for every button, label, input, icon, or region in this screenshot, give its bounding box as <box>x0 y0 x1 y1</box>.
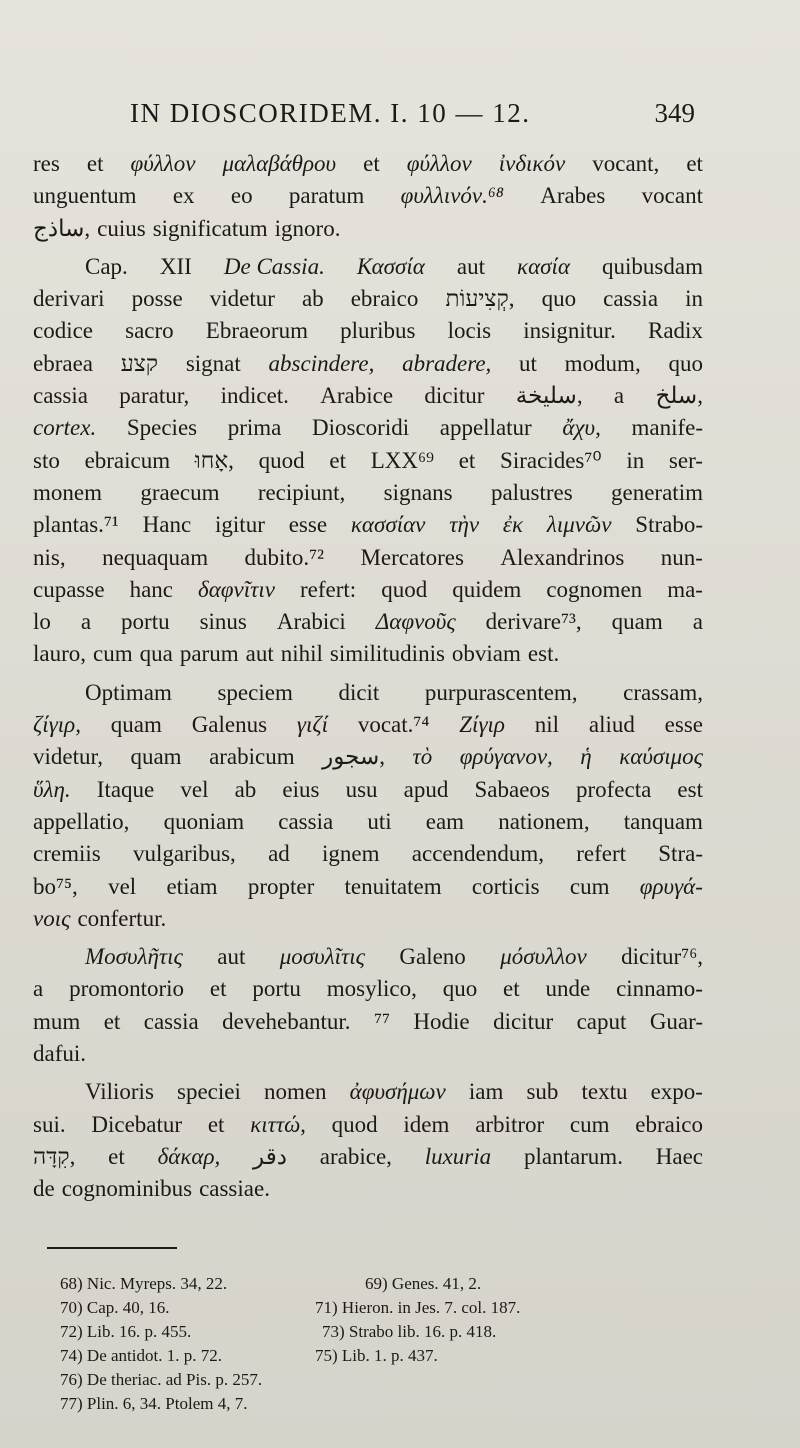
word: purpurascentem, <box>424 679 578 705</box>
footnotes <box>60 1272 660 1416</box>
footnote: 71) Hieron. in Jes. 7. col. 187. <box>315 1298 521 1317</box>
word: Sabaeos <box>474 776 550 802</box>
text-line <box>33 574 703 606</box>
word: ignoro. <box>274 215 341 241</box>
word: paratur, <box>119 383 190 409</box>
footnote: 70) Cap. 40, 16. <box>60 1298 170 1317</box>
word: abscindere, <box>268 350 375 376</box>
word: quod <box>258 447 305 473</box>
footnote: 77) Plin. 6, 34. Ptolem 4, 7. <box>60 1394 248 1413</box>
word: signat <box>185 350 241 376</box>
word: sacro <box>125 318 174 344</box>
word: quo <box>541 286 577 312</box>
word: cum <box>569 873 610 899</box>
word: dubito.⁷² <box>244 544 324 570</box>
word: res <box>33 151 60 176</box>
text-line <box>33 806 703 838</box>
word: Dioscoridi <box>312 415 410 441</box>
text-line <box>33 677 703 709</box>
word: ad <box>268 841 290 867</box>
word: vulgaribus, <box>132 841 236 867</box>
word: Μοσυλῆτις <box>85 944 183 970</box>
text-line <box>33 509 703 541</box>
footnote: 75) Lib. 1. p. 437. <box>315 1346 438 1365</box>
word: cinnamo- <box>616 976 703 1002</box>
word: aut <box>456 253 485 279</box>
word: confertur. <box>77 905 167 931</box>
word: aut <box>245 641 274 667</box>
word: insignitur. <box>523 318 616 344</box>
word: indicet. <box>220 383 289 409</box>
word: refert: <box>300 576 357 602</box>
paragraph <box>33 677 703 935</box>
main-text <box>33 148 703 1206</box>
text-line <box>33 380 703 412</box>
word: paratum <box>288 183 365 209</box>
text-line <box>33 1109 703 1141</box>
word: Κασσία <box>356 253 425 279</box>
word: significatum <box>152 215 268 241</box>
footnote: 68) Nic. Myreps. 34, 22. <box>60 1274 228 1293</box>
word: γιζί <box>296 712 329 738</box>
word: eius <box>282 776 320 802</box>
word: De Cassia. <box>223 253 325 279</box>
text-line <box>33 741 703 773</box>
word: derivare⁷³, <box>485 609 582 635</box>
word: dicitur <box>424 383 485 409</box>
word: vocant <box>641 183 703 209</box>
word: سليخة, <box>515 383 583 409</box>
word: dicitur⁷⁶, <box>621 944 703 970</box>
word: Arabice <box>320 383 394 409</box>
word: recipiunt, <box>257 479 346 505</box>
word: ebraicum <box>84 447 171 473</box>
word: Optimam <box>85 679 172 705</box>
word: appellatio, <box>33 808 130 834</box>
word: refert <box>576 841 627 867</box>
word: posse <box>131 286 183 312</box>
word: et <box>207 1111 225 1137</box>
word: nil <box>534 712 560 738</box>
word: in <box>685 286 703 312</box>
word: cum <box>93 641 133 667</box>
word: arabicum <box>209 744 295 770</box>
word: speciei <box>177 1079 241 1105</box>
word: sui. <box>33 1111 66 1137</box>
word: cognomen <box>546 576 643 602</box>
word: ex <box>172 183 195 209</box>
word: graecum <box>140 479 220 505</box>
word: esse <box>288 512 328 538</box>
word: μοσυλῖτις <box>279 944 366 970</box>
text-line <box>33 1006 703 1038</box>
word: κασία <box>517 253 570 279</box>
word: Arabici <box>276 609 346 635</box>
word: et <box>86 151 104 176</box>
word: nationem, <box>498 808 590 834</box>
word: Itaque <box>96 776 155 802</box>
word: modum, <box>564 350 641 376</box>
word: μόσυλλον <box>500 944 587 970</box>
word: cuius <box>97 215 146 241</box>
word: sinus <box>199 609 247 635</box>
word: Haec <box>655 1143 703 1169</box>
word: vocat.⁷⁴ <box>357 712 430 738</box>
text-line <box>33 542 703 574</box>
word: quod <box>331 1111 378 1137</box>
text-line <box>33 180 703 212</box>
word: et <box>686 151 703 176</box>
word: δαφνῖτιν <box>198 576 275 602</box>
word: φυλλινόν.⁶⁸ <box>400 183 504 209</box>
word: dafui. <box>33 1041 87 1067</box>
word: Galenus <box>191 712 268 738</box>
word: manife- <box>631 415 703 441</box>
word: iam <box>468 1079 504 1105</box>
word: signans <box>383 479 453 505</box>
word: hanc <box>129 576 173 602</box>
word: portu <box>121 609 170 635</box>
word: XII <box>159 253 192 279</box>
text-line <box>33 1038 703 1070</box>
word: quam <box>611 609 663 635</box>
footnote: 72) Lib. 16. p. 455. <box>60 1322 192 1341</box>
word: τὸ <box>412 744 433 770</box>
text-line <box>33 838 703 870</box>
word: quo <box>668 350 703 376</box>
word: et <box>103 1008 121 1034</box>
word: Dicebatur <box>91 1111 183 1137</box>
word: ἀφυσήμων <box>349 1079 446 1105</box>
text-line <box>33 638 703 670</box>
word: textu <box>581 1079 628 1105</box>
text-line <box>33 1076 703 1108</box>
word: dicit <box>338 679 380 705</box>
word: etiam <box>166 873 218 899</box>
word: δάκαρ, <box>157 1143 221 1169</box>
word: et <box>209 976 227 1002</box>
word: Species <box>126 415 198 441</box>
word: ebraico <box>635 1111 703 1137</box>
word: pluribus <box>340 318 416 344</box>
word: expo- <box>650 1079 703 1105</box>
text-line <box>33 283 703 315</box>
word: ἄχυ, <box>562 415 601 441</box>
word: cassiae. <box>199 1176 270 1202</box>
word: aliud <box>588 712 635 738</box>
word: nomen <box>263 1079 327 1105</box>
word: Ebraeorum <box>205 318 308 344</box>
word: propter <box>247 873 315 899</box>
footnote: 74) De antidot. 1. p. 72. <box>60 1346 222 1365</box>
word: cassia <box>278 808 334 834</box>
text-line <box>33 251 703 283</box>
word: cum <box>569 1111 610 1137</box>
word: ⁷⁷ <box>373 1008 390 1034</box>
text-line <box>33 348 703 380</box>
word: nihil <box>280 641 323 667</box>
word: ut <box>519 350 537 376</box>
word: φύλλον <box>130 151 196 176</box>
word: quoniam <box>163 808 245 834</box>
word: eo <box>230 183 253 209</box>
footnote-row <box>60 1344 660 1368</box>
text-line <box>33 973 703 1005</box>
word: quod <box>381 576 428 602</box>
text-line <box>33 941 703 973</box>
footnote: 69) Genes. 41, 2. <box>365 1274 482 1293</box>
word: Alexandrinos <box>500 544 625 570</box>
word: ἡ <box>580 744 592 770</box>
word: cupasse <box>33 576 105 602</box>
footnote-row <box>60 1320 660 1344</box>
word: קְצִיעוֹת, <box>445 286 515 312</box>
word: ἐκ <box>502 512 524 538</box>
word: locis <box>447 318 492 344</box>
word: φύλλον <box>406 151 472 176</box>
word: Arabes <box>540 183 606 209</box>
word: luxuria <box>424 1143 492 1169</box>
word: profecta <box>575 776 652 802</box>
word: Galeno <box>399 944 466 970</box>
word: esse <box>664 712 703 738</box>
word: lo <box>33 609 51 635</box>
text-line <box>33 477 703 509</box>
word: Hanc <box>142 512 192 538</box>
word: Vilioris <box>85 1079 154 1105</box>
word: a <box>692 609 703 635</box>
word: parum <box>179 641 239 667</box>
word: arbitror <box>475 1111 545 1137</box>
word: Hodie <box>413 1008 470 1034</box>
word: cremiis <box>33 841 101 867</box>
word: et <box>458 447 476 473</box>
word: ignem <box>322 841 380 867</box>
word: qua <box>139 641 173 667</box>
word: appellatur <box>439 415 532 441</box>
word: plantarum. <box>523 1143 623 1169</box>
word: abradere, <box>402 350 492 376</box>
word: videtur, <box>33 744 103 770</box>
word: uti <box>367 808 392 834</box>
word: in <box>626 447 645 473</box>
word: prima <box>227 415 282 441</box>
text-line <box>33 1173 703 1205</box>
word: Ζίγιρ <box>459 712 505 738</box>
word: monem <box>33 479 102 505</box>
word: ebraea <box>33 350 93 376</box>
text-line <box>33 445 703 477</box>
word: ab <box>301 286 324 312</box>
word: quam <box>130 744 182 770</box>
word: speciem <box>217 679 293 705</box>
word: ab <box>234 776 257 802</box>
paragraph <box>33 148 703 245</box>
word: nequaquam <box>102 544 209 570</box>
word: devehebantur. <box>222 1008 351 1034</box>
word: quo <box>442 976 478 1002</box>
word: crassam, <box>623 679 703 705</box>
word: קִדָּה, <box>33 1143 76 1169</box>
word: سجور, <box>322 744 385 770</box>
word: similitudinis <box>329 641 445 667</box>
text-line <box>33 903 703 935</box>
word: apud <box>403 776 449 802</box>
word: cortex. <box>33 415 97 441</box>
word: cassia <box>603 286 659 312</box>
word: nun- <box>660 544 703 570</box>
word: sub <box>526 1079 559 1105</box>
word: et <box>329 447 346 473</box>
word: سلخ, <box>655 383 703 409</box>
word: cognominibus <box>61 1176 193 1202</box>
word: a <box>613 383 625 409</box>
word: LXX⁶⁹ <box>370 447 434 473</box>
footnote-row <box>60 1368 660 1392</box>
word: accendendum, <box>411 841 544 867</box>
page-number: 349 <box>654 98 695 128</box>
word: quibusdam <box>602 253 703 279</box>
word: Cap. <box>85 253 128 279</box>
word: corticis <box>471 873 540 899</box>
word: nis, <box>33 544 66 570</box>
word: idem <box>403 1111 450 1137</box>
word: vel <box>180 776 209 802</box>
word: derivari <box>33 286 105 312</box>
word: aut <box>217 944 246 970</box>
footnote-row <box>60 1272 660 1296</box>
paragraph <box>33 251 703 671</box>
word: et <box>363 151 380 176</box>
word: generatim <box>611 479 703 505</box>
word: ἰνδικόν <box>498 151 566 176</box>
word: est <box>677 776 703 802</box>
word: unguentum <box>33 183 137 209</box>
word: obviam <box>451 641 521 667</box>
text-line <box>33 148 703 180</box>
word: ساذج, <box>33 215 91 241</box>
word: vocant, <box>592 151 660 176</box>
text-line <box>33 315 703 347</box>
word: μαλαβάθρου <box>222 151 337 176</box>
word: ser- <box>668 447 703 473</box>
word: λιμνῶν <box>546 512 612 538</box>
word: lauro, <box>33 641 87 667</box>
word: Mercatores <box>360 544 464 570</box>
word: אָחוּ, <box>194 447 234 473</box>
word: τὴν <box>449 512 480 538</box>
word: Guar- <box>649 1008 703 1034</box>
word: Strabo- <box>635 512 703 538</box>
paragraph <box>33 941 703 1070</box>
word: دقر <box>253 1143 287 1169</box>
word: ζίγιρ, <box>33 712 81 738</box>
word: vel <box>108 873 137 899</box>
word: φρυγά- <box>639 873 703 899</box>
word: usu <box>345 776 378 802</box>
word: Stra- <box>658 841 703 867</box>
text-line <box>33 1141 703 1173</box>
word: κιττώ, <box>250 1111 306 1137</box>
word: bo⁷⁵, <box>33 873 78 899</box>
word: est. <box>527 641 560 667</box>
word: νοις <box>33 905 71 931</box>
word: mosylico, <box>326 976 417 1002</box>
footnote: 76) De theriac. ad Pis. p. 257. <box>60 1370 263 1389</box>
word: quam <box>110 712 162 738</box>
word: dicitur <box>493 1008 554 1034</box>
text-line <box>33 606 703 638</box>
word: unde <box>545 976 591 1002</box>
word: palustres <box>490 479 573 505</box>
footnote-row <box>60 1392 660 1416</box>
word: Radix <box>647 318 703 344</box>
word: de <box>33 1176 55 1202</box>
word: κασσίαν <box>350 512 426 538</box>
word: φρύγανον, <box>459 744 553 770</box>
running-title: IN DIOSCORIDEM. I. 10 — 12. <box>130 98 531 128</box>
word: Δαφνοῦς <box>375 609 456 635</box>
running-head <box>130 98 695 132</box>
footnote-row <box>60 1296 660 1320</box>
word: ma- <box>667 576 703 602</box>
text-line <box>33 871 703 903</box>
text-line <box>33 774 703 806</box>
text-line <box>33 213 703 245</box>
word: tanquam <box>623 808 703 834</box>
word: videtur <box>209 286 275 312</box>
word: arabice, <box>319 1143 392 1169</box>
word: קצע <box>120 350 159 376</box>
word: a <box>80 609 92 635</box>
word: eam <box>425 808 465 834</box>
footnote-rule <box>47 1247 177 1249</box>
word: cassia <box>143 1008 199 1034</box>
word: promontorio <box>69 976 185 1002</box>
paragraph <box>33 1076 703 1205</box>
word: mum <box>33 1008 81 1034</box>
word: Siracides⁷⁰ <box>500 447 602 473</box>
word: igitur <box>215 512 265 538</box>
word: a <box>33 976 44 1002</box>
word: portu <box>252 976 301 1002</box>
text-line <box>33 412 703 444</box>
word: ὕλη. <box>33 776 71 802</box>
word: et <box>503 976 520 1002</box>
word: plantas.⁷¹ <box>33 512 119 538</box>
word: quidem <box>452 576 522 602</box>
text-line <box>33 709 703 741</box>
word: ebraico <box>350 286 419 312</box>
word: caput <box>576 1008 627 1034</box>
word: cassia <box>33 383 88 409</box>
word: codice <box>33 318 94 344</box>
word: καύσιμος <box>619 744 703 770</box>
word: et <box>108 1143 125 1169</box>
word: tenuitatem <box>344 873 442 899</box>
footnote: 73) Strabo lib. 16. p. 418. <box>322 1322 497 1341</box>
word: sto <box>33 447 60 473</box>
